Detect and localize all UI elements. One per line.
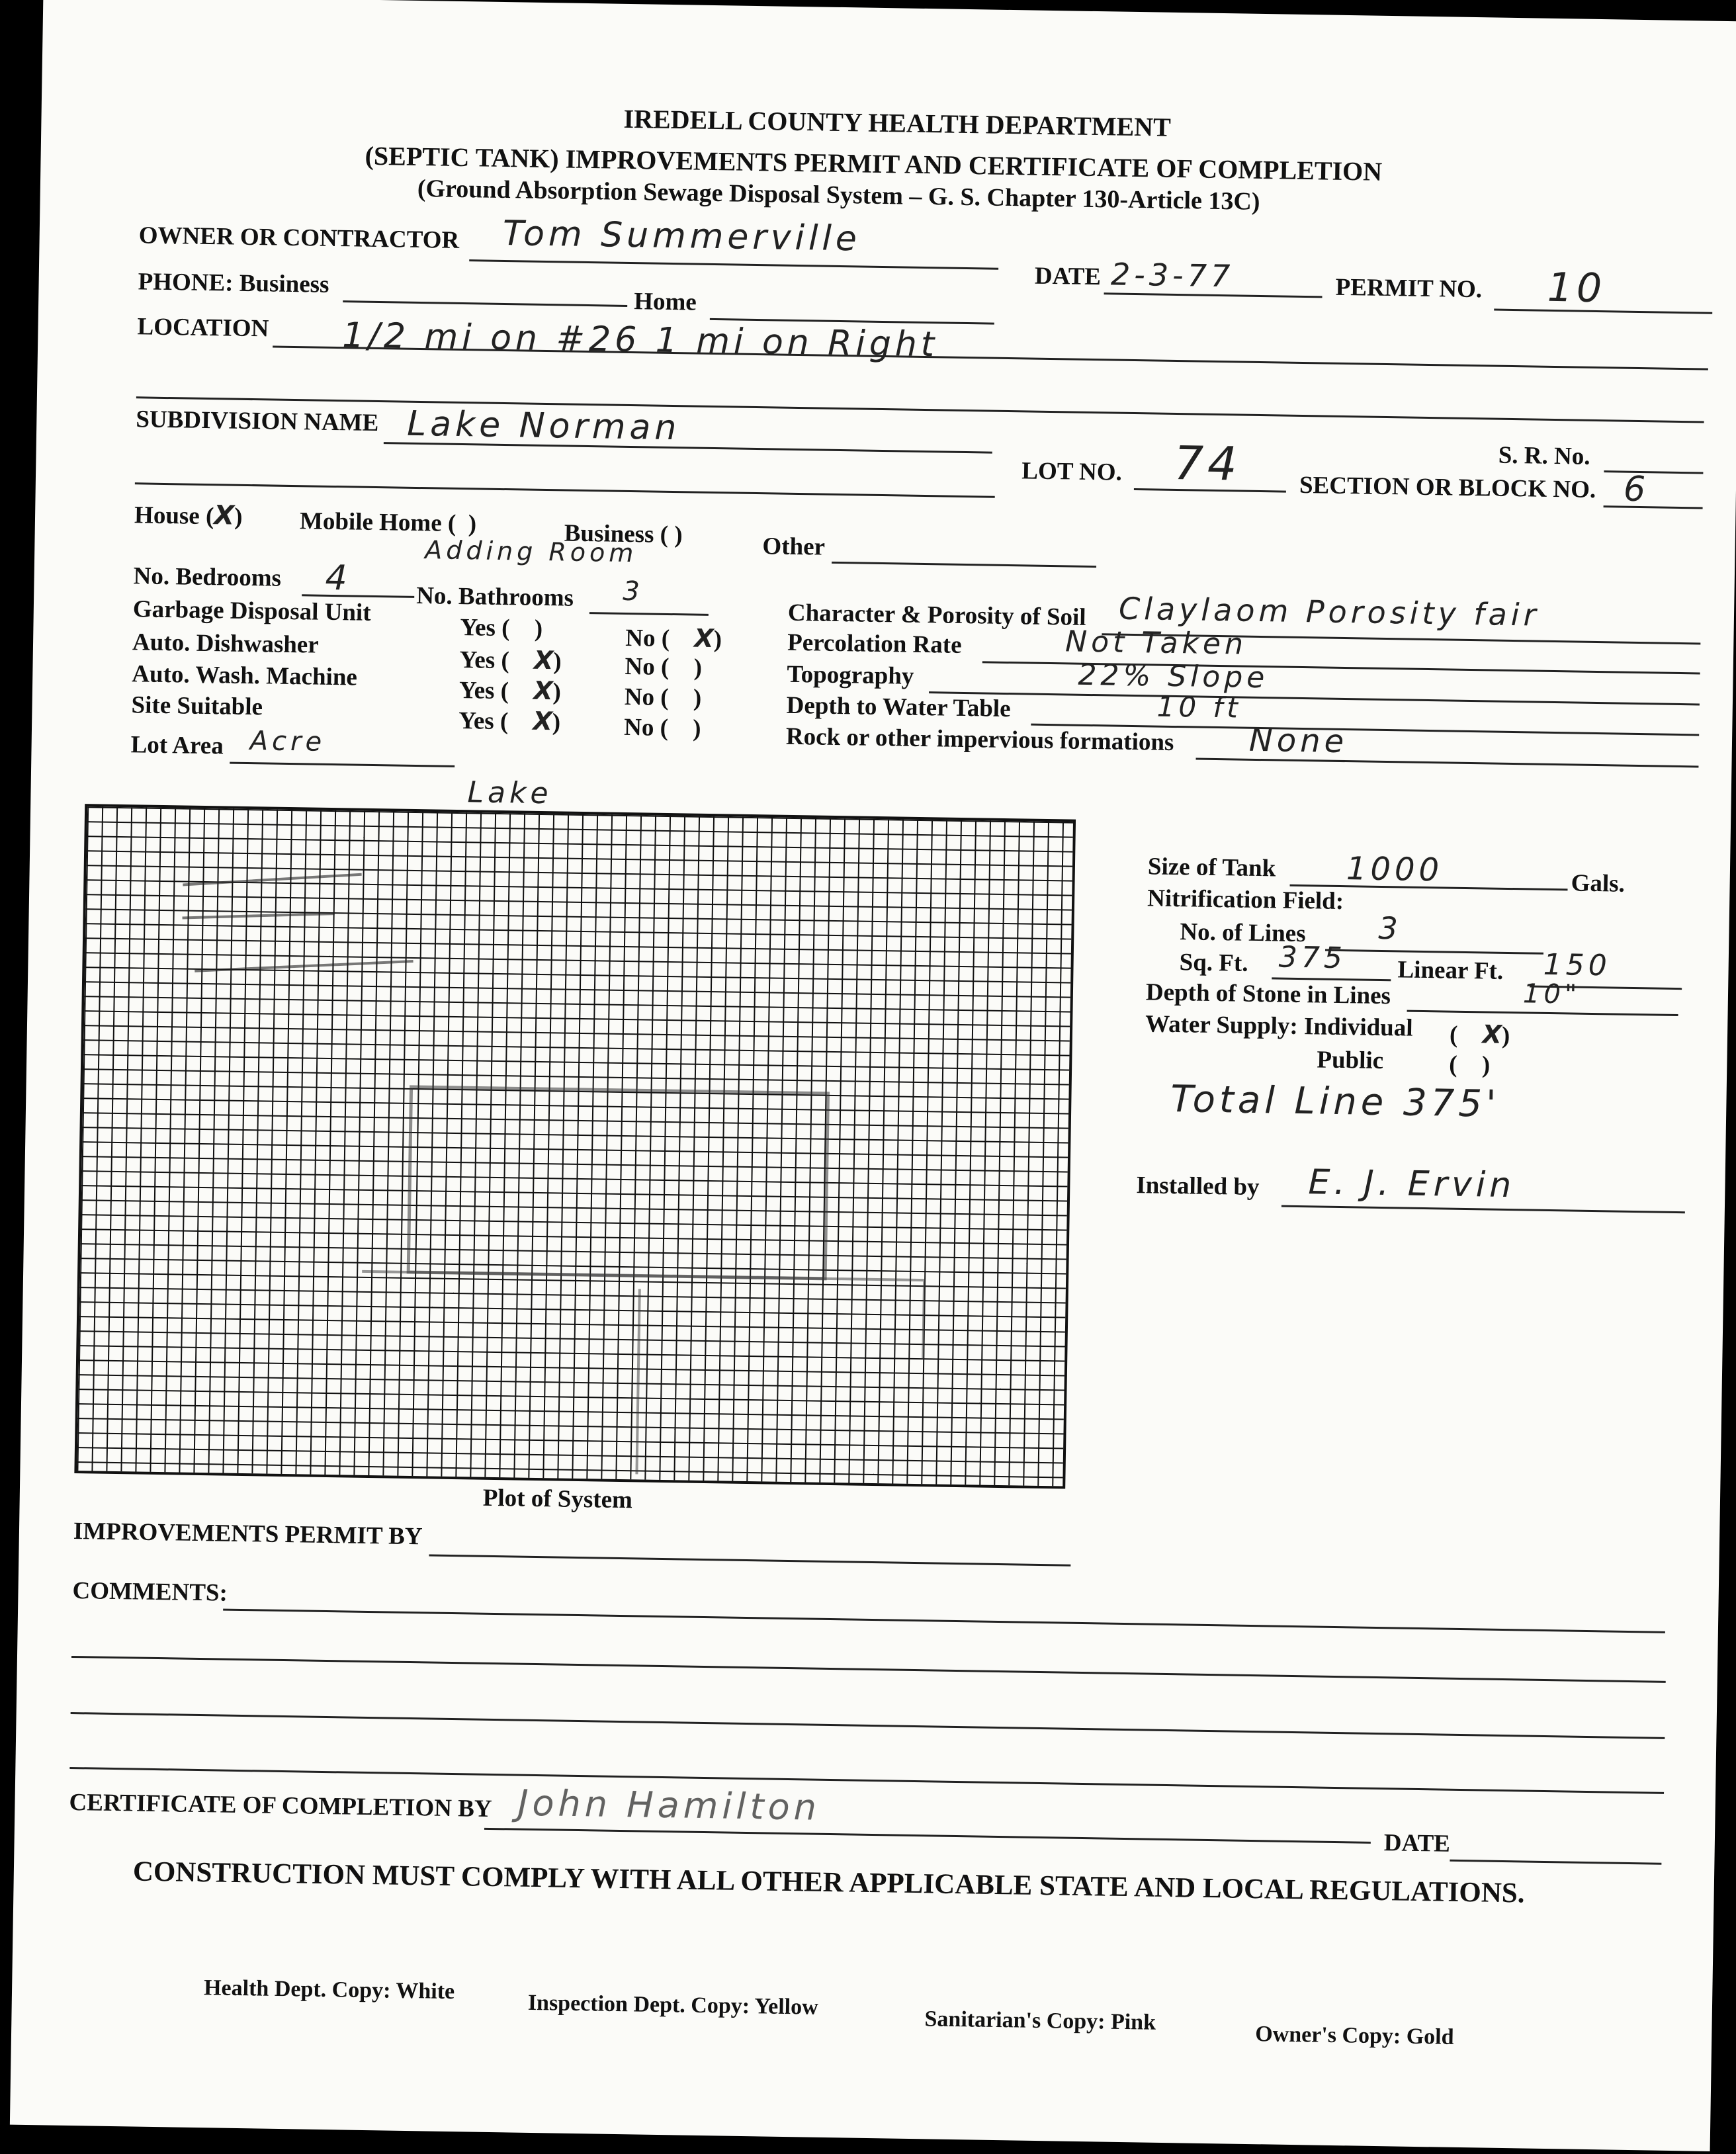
tank-size-value: 1000 bbox=[1346, 850, 1444, 889]
certificate-by-label: CERTIFICATE OF COMPLETION BY bbox=[69, 1788, 492, 1823]
stone-depth-label: Depth of Stone in Lines bbox=[1145, 978, 1391, 1010]
rock-label: Rock or other impervious formations bbox=[785, 722, 1174, 756]
garbage-label: Garbage Disposal Unit bbox=[132, 595, 371, 626]
public-paren: ( ) bbox=[1448, 1051, 1500, 1079]
rock-value: None bbox=[1248, 721, 1348, 761]
permit-by-label: IMPROVEMENTS PERMIT BY bbox=[73, 1518, 423, 1551]
site-yes-mark: X bbox=[533, 706, 553, 736]
lot-area-value: Acre bbox=[249, 726, 326, 757]
plot-note: Lake bbox=[467, 775, 553, 811]
linear-ft-value: 150 bbox=[1543, 947, 1612, 983]
dishwasher-yes-mark: X bbox=[533, 645, 554, 675]
other-label: Other bbox=[762, 533, 826, 561]
owner-label: OWNER OR CONTRACTOR bbox=[138, 222, 460, 254]
soil-value: Claylaom Porosity fair bbox=[1118, 590, 1540, 633]
wash-yes-mark: X bbox=[533, 675, 553, 706]
form-title: (SEPTIC TANK) IMPROVEMENTS PERMIT AND CERTIFICATE OF COMPLETION bbox=[365, 140, 1383, 187]
topography-label: Topography bbox=[787, 660, 914, 690]
bedrooms-label: No. Bedrooms bbox=[133, 562, 282, 592]
copy-health: Health Dept. Copy: White bbox=[203, 1975, 455, 2004]
section-block-value: 6 bbox=[1623, 469, 1650, 510]
stone-depth-value: 10" bbox=[1522, 978, 1581, 1010]
date-label: DATE bbox=[1034, 262, 1102, 291]
plot-sketch bbox=[74, 804, 1070, 1483]
house-label: House (X) bbox=[134, 500, 243, 531]
agency-title: IREDELL COUNTY HEALTH DEPARTMENT bbox=[623, 103, 1172, 142]
site-yes-label: Yes ( X) bbox=[458, 706, 570, 736]
soil-label: Character & Porosity of Soil bbox=[787, 599, 1086, 631]
bedrooms-note: Adding Room bbox=[424, 535, 638, 568]
dishwasher-label: Auto. Dishwasher bbox=[132, 628, 320, 659]
individual-paren: ( X) bbox=[1449, 1019, 1520, 1050]
phone-business-label: PHONE: Business bbox=[138, 268, 329, 298]
copy-inspection: Inspection Dept. Copy: Yellow bbox=[527, 1990, 818, 2020]
house-mark: X bbox=[214, 500, 235, 531]
perc-rate-label: Percolation Rate bbox=[787, 628, 962, 659]
copy-sanitarian: Sanitarian's Copy: Pink bbox=[924, 2006, 1156, 2035]
lot-area-label: Lot Area bbox=[130, 731, 224, 760]
topography-value: 22% Slope bbox=[1078, 658, 1269, 695]
copy-owner: Owner's Copy: Gold bbox=[1254, 2022, 1454, 2049]
bathrooms-label: No. Bathrooms bbox=[415, 582, 574, 612]
subdivision-label: SUBDIVISION NAME bbox=[136, 406, 379, 437]
certificate-signature: John Hamilton bbox=[517, 1782, 821, 1829]
bathrooms-value: 3 bbox=[623, 576, 644, 607]
total-line-value: Total Line 375' bbox=[1170, 1077, 1500, 1126]
location-value: 1/2 mi on #26 1 mi on Right bbox=[341, 316, 939, 365]
date2-label: DATE bbox=[1383, 1829, 1451, 1858]
water-supply-label: Water Supply: Individual bbox=[1145, 1010, 1413, 1042]
lot-no-label: LOT NO. bbox=[1021, 457, 1123, 486]
comply-notice: CONSTRUCTION MUST COMPLY WITH ALL OTHER APPLICABLE STATE AND LOCAL REGULATIONS. bbox=[132, 1856, 1525, 1909]
site-no-label: No ( ) bbox=[623, 713, 711, 742]
site-suitable-label: Site Suitable bbox=[131, 691, 263, 721]
comments-label: COMMENTS: bbox=[72, 1577, 228, 1607]
form-subtitle: (Ground Absorption Sewage Disposal System – G. S. Chapter 130-Article 13C) bbox=[417, 174, 1260, 216]
location-label: LOCATION bbox=[137, 313, 269, 343]
wash-no-label: No ( ) bbox=[624, 683, 711, 712]
owner-value: Tom Summerville bbox=[502, 213, 861, 259]
no-lines-value: 3 bbox=[1378, 910, 1403, 947]
bedrooms-value: 4 bbox=[325, 558, 352, 599]
gals-label: Gals. bbox=[1571, 869, 1626, 898]
mobile-home-label: Mobile Home ( ) bbox=[299, 507, 477, 538]
tank-size-label: Size of Tank bbox=[1147, 853, 1276, 883]
permit-no-label: PERMIT NO. bbox=[1335, 273, 1483, 304]
linear-ft-label: Linear Ft. bbox=[1397, 956, 1504, 985]
sq-ft-value: 375 bbox=[1278, 940, 1347, 976]
garbage-no-mark: X bbox=[694, 623, 715, 654]
installed-by-value: E. J. Ervin bbox=[1308, 1162, 1516, 1206]
home-label: Home bbox=[633, 288, 697, 316]
permit-no-value: 10 bbox=[1547, 264, 1606, 312]
installed-by-label: Installed by bbox=[1136, 1172, 1260, 1201]
nitrification-label: Nitrification Field: bbox=[1147, 884, 1344, 916]
lot-no-value: 74 bbox=[1173, 435, 1242, 492]
individual-mark: X bbox=[1482, 1019, 1502, 1049]
water-table-value: 10 ft bbox=[1156, 690, 1242, 724]
dishwasher-no-label: No ( ) bbox=[625, 652, 712, 681]
section-block-label: SECTION OR BLOCK NO. bbox=[1299, 471, 1596, 503]
perc-rate-value: Not Taken bbox=[1064, 625, 1248, 662]
water-table-label: Depth to Water Table bbox=[786, 691, 1011, 723]
dishwasher-yes-label: Yes ( X) bbox=[459, 645, 571, 675]
wash-machine-label: Auto. Wash. Machine bbox=[132, 660, 358, 691]
subdivision-value: Lake Norman bbox=[406, 404, 681, 449]
public-label: Public bbox=[1317, 1046, 1384, 1075]
sq-ft-label: Sq. Ft. bbox=[1179, 949, 1248, 977]
no-lines-label: No. of Lines bbox=[1180, 918, 1306, 948]
garbage-no-label: No ( X) bbox=[625, 623, 732, 654]
wash-yes-label: Yes ( X) bbox=[458, 675, 571, 706]
date-value: 2-3-77 bbox=[1110, 256, 1235, 294]
garbage-yes-label: Yes ( ) bbox=[460, 614, 552, 643]
permit-form bbox=[10, 0, 1736, 2151]
plot-label: Plot of System bbox=[482, 1484, 633, 1514]
business-label: Business ( ) bbox=[564, 519, 683, 549]
sr-no-label: S. R. No. bbox=[1498, 441, 1590, 470]
